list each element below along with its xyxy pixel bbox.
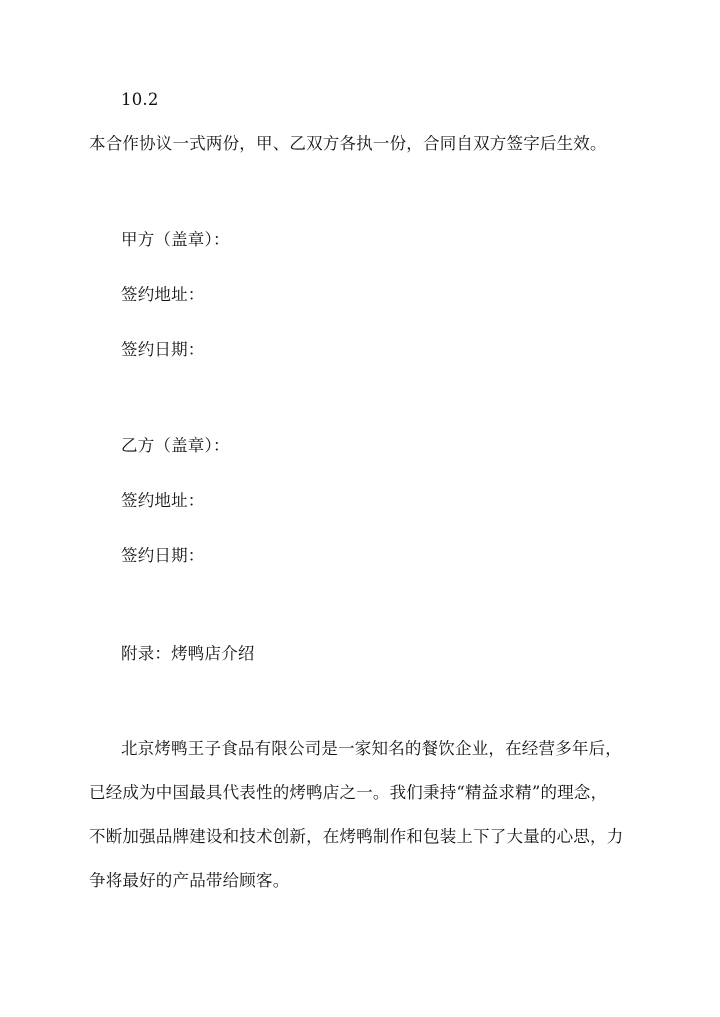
appendix-paragraph-line-1: 北京烤鸭王子食品有限公司是一家知名的餐饮企业，在经营多年后， — [121, 739, 622, 758]
party-b-date-label: 签约日期： — [121, 546, 205, 565]
party-b-seal-label: 乙方（盖章）： — [121, 436, 230, 455]
appendix-heading: 附录：烤鸭店介绍 — [121, 644, 255, 663]
appendix-paragraph-line-3: 不断加强品牌建设和技术创新，在烤鸭制作和包装上下了大量的心思，力 — [89, 827, 624, 846]
clause-number: 10.2 — [121, 90, 159, 109]
clause-text: 本合作协议一式两份，甲、乙双方各执一份，合同自双方签字后生效。 — [89, 134, 607, 153]
appendix-paragraph-line-4: 争将最好的产品带给顾客。 — [89, 871, 290, 890]
party-b-address-label: 签约地址： — [121, 491, 205, 510]
party-a-address-label: 签约地址： — [121, 285, 205, 304]
appendix-paragraph-line-2: 已经成为中国最具代表性的烤鸭店之一。我们秉持“精益求精”的理念， — [89, 783, 608, 802]
party-a-date-label: 签约日期： — [121, 340, 205, 359]
party-a-seal-label: 甲方（盖章）： — [121, 230, 230, 249]
